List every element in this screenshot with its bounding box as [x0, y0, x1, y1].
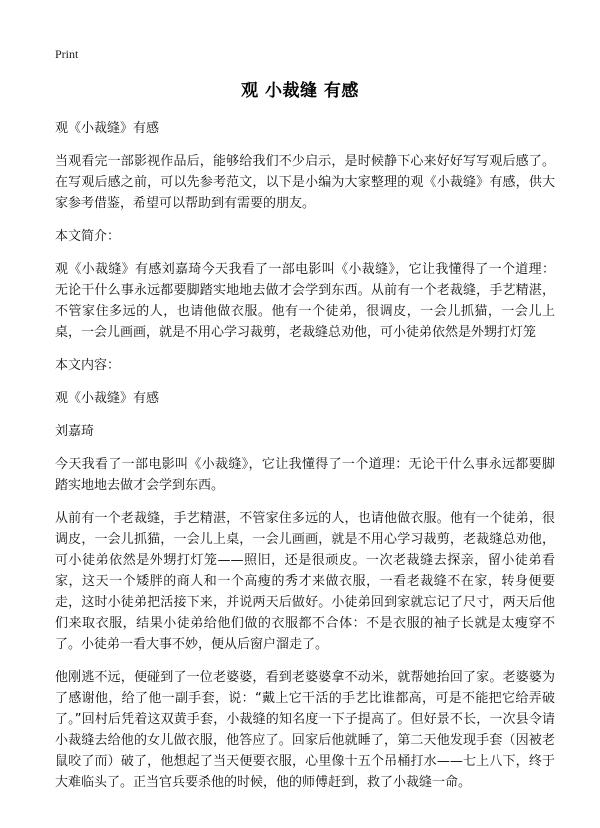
- summary-paragraph: 观《小裁缝》有感刘嘉琦今天我看了一部电影叫《小裁缝》，它让我懂得了一个道理：无论干什么事永远都要脚踏实地地去做才会学到东西。从前有一个老裁缝，手艺精湛，不管家住多远的人，也请他做衣服。他有一个徒弟，很调皮，一会儿抓猫，一会儿上桌，一会儿画画，就是不用心学习裁剪，老裁缝总劝他，可小徒弟依然是外甥打灯笼: [55, 262, 555, 340]
- summary-heading: 本文简介：: [55, 229, 121, 244]
- essay-author: 刘嘉琦: [55, 424, 95, 439]
- body-paragraph: 今天我看了一部电影叫《小裁缝》，它让我懂得了一个道理：无论干什么事永远都要脚踏实地地去做才会学到东西。: [55, 457, 555, 493]
- essay-title: 观《小裁缝》有感: [55, 391, 160, 406]
- content-heading: 本文内容：: [55, 358, 121, 373]
- body-paragraph: 从前有一个老裁缝，手艺精湛，不管家住多远的人，也请他做衣服。他有一个徒弟，很调皮，一会儿抓猫，一会儿上桌，一会儿画画，就是不用心学习裁剪，老裁缝总劝他，可小徒弟依然是外甥打灯笼——照旧，还是很顽皮。一次老裁缝去探亲，留小徒弟看家，这天一个矮胖的商人和一个高瘦的秀才来做衣服，一看老裁缝不在家，转身便要走，这时小徒弟把活接下来，并说两天后做好。小徒弟回到家就忘记了尺寸，两天后他们来取衣服，结果小徒弟给他们做的衣服都不合体：不是衣服的袖子长就是太瘦穿不了。小徒弟一看大事不妙，便从后窗户溜走了。: [55, 511, 555, 652]
- page-title: 观 小裁缝 有感: [241, 81, 359, 101]
- print-link[interactable]: Print: [55, 47, 79, 61]
- body-paragraph: 他刚逃不远，便碰到了一位老婆婆，看到老婆婆拿不动米，就帮她抬回了家。老婆婆为了感谢他，给了他一副手套，说：“戴上它干活的手艺比谁都高，可是不能把它给弄破了。”回村后凭着这双黄手套，小裁缝的知名度一下子提高了。但好景不长，一次县令请小裁缝去给他的女儿做衣服，他答应了。回家后他就睡了，第二天他发现手套（因被老鼠咬了而）破了，他想起了当天便要衣服，心里像十五个吊桶打水——七上八下，终于大难临头了。正当官兵要杀他的时候，他的师傅赶到，救了小裁缝一命。: [55, 670, 555, 790]
- article-subtitle: 观《小裁缝》有感: [55, 121, 160, 136]
- article-body: [55, 118, 555, 804]
- intro-paragraph: 当观看完一部影视作品后，能够给我们不少启示，是时候静下心来好好写写观后感了。在写观后感之前，可以先参考范文，以下是小编为大家整理的观《小裁缝》有感，供大家参考借鉴，希望可以帮助到有需要的朋友。: [55, 154, 555, 211]
